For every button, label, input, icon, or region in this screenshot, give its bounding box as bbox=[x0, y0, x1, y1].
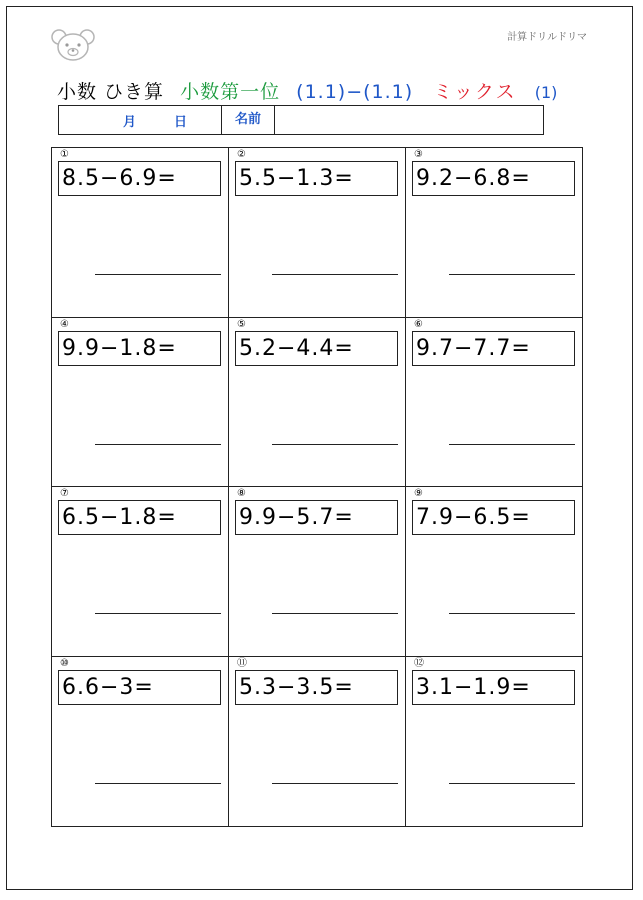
problem-expression: 8.5−6.9= bbox=[58, 161, 221, 196]
problem-cell bbox=[229, 657, 406, 827]
problem-expression: 9.7−7.7= bbox=[412, 331, 575, 366]
answer-line[interactable] bbox=[272, 274, 398, 275]
problem-expression: 5.2−4.4= bbox=[235, 331, 398, 366]
name-label: 名前 bbox=[222, 106, 275, 134]
answer-line[interactable] bbox=[95, 444, 221, 445]
problem-cell bbox=[406, 657, 582, 827]
problem-expression: 9.2−6.8= bbox=[412, 161, 575, 196]
answer-line[interactable] bbox=[95, 783, 221, 784]
problem-number: ⑤ bbox=[237, 318, 246, 330]
problem-number: ⑥ bbox=[414, 318, 423, 330]
answer-line[interactable] bbox=[95, 613, 221, 614]
answer-line[interactable] bbox=[272, 444, 398, 445]
problem-number: ⑫ bbox=[414, 657, 424, 669]
title-subtitle: 小数第一位 bbox=[180, 81, 281, 103]
problem-cell bbox=[52, 148, 229, 318]
answer-line[interactable] bbox=[272, 783, 398, 784]
problem-expression: 3.1−1.9= bbox=[412, 670, 575, 705]
problem-expression: 5.3−3.5= bbox=[235, 670, 398, 705]
problem-cell bbox=[406, 318, 582, 488]
answer-line[interactable] bbox=[449, 444, 575, 445]
answer-line[interactable] bbox=[449, 783, 575, 784]
date-field[interactable] bbox=[59, 106, 222, 134]
problem-cell bbox=[52, 657, 229, 827]
problem-number: ② bbox=[237, 149, 246, 160]
brand-label: 計算ドリルドリマ bbox=[507, 32, 587, 43]
problem-expression: 9.9−1.8= bbox=[58, 331, 221, 366]
problem-number: ⑪ bbox=[237, 657, 247, 669]
problem-number: ④ bbox=[60, 318, 69, 330]
answer-line[interactable] bbox=[272, 613, 398, 614]
name-field[interactable] bbox=[275, 106, 543, 134]
problem-cell bbox=[406, 148, 582, 318]
title-mix: ミックス bbox=[433, 81, 517, 103]
answer-line[interactable] bbox=[95, 274, 221, 275]
problem-cell bbox=[52, 318, 229, 488]
problem-cell bbox=[229, 487, 406, 657]
title-main: 小数 ひき算 bbox=[57, 81, 165, 103]
month-label: 月 bbox=[123, 115, 137, 130]
problem-cell bbox=[229, 148, 406, 318]
problem-cell bbox=[406, 487, 582, 657]
problem-cell bbox=[52, 487, 229, 657]
sheet-number: (1) bbox=[534, 83, 558, 102]
problem-expression: 6.6−3= bbox=[58, 670, 221, 705]
problem-number: ① bbox=[60, 149, 69, 160]
problem-expression: 9.9−5.7= bbox=[235, 500, 398, 535]
answer-line[interactable] bbox=[449, 274, 575, 275]
problem-expression: 6.5−1.8= bbox=[58, 500, 221, 535]
problem-number: ⑧ bbox=[237, 488, 246, 499]
problem-expression: 7.9−6.5= bbox=[412, 500, 575, 535]
worksheet-title bbox=[57, 79, 557, 105]
bear-logo-icon bbox=[50, 28, 96, 62]
title-pattern: (1.1)−(1.1) bbox=[296, 81, 414, 103]
problem-number: ⑨ bbox=[414, 488, 423, 499]
answer-line[interactable] bbox=[449, 613, 575, 614]
problem-number: ⑩ bbox=[60, 657, 69, 669]
problem-number: ⑦ bbox=[60, 488, 69, 499]
name-date-box bbox=[58, 105, 544, 135]
day-label: 日 bbox=[174, 115, 188, 130]
problem-number: ③ bbox=[414, 149, 423, 160]
problem-grid bbox=[51, 147, 583, 827]
problem-cell bbox=[229, 318, 406, 488]
problem-expression: 5.5−1.3= bbox=[235, 161, 398, 196]
